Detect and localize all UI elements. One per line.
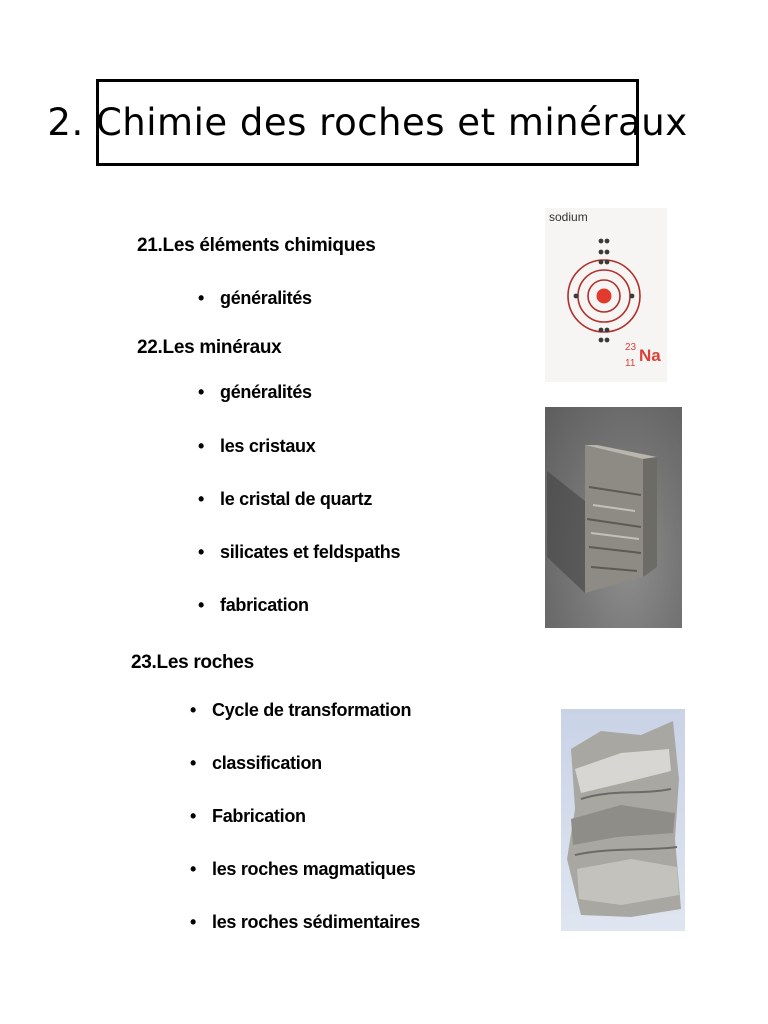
list-item: • les cristaux [220, 436, 315, 457]
list-item: • fabrication [220, 595, 309, 616]
atomic-number: 11 [625, 358, 636, 369]
section-heading-23: 23.Les roches [131, 652, 254, 673]
list-item: • silicates et feldspaths [220, 542, 400, 563]
mineral-cube-photo [545, 407, 682, 628]
list-item: • le cristal de quartz [220, 489, 372, 510]
list-item: • généralités [220, 382, 312, 403]
cube-image [545, 407, 682, 628]
rock-image [561, 709, 685, 931]
list-item: • Fabrication [212, 806, 306, 827]
list-item: • généralités [220, 288, 312, 309]
page-title: 2. Chimie des roches et minéraux [47, 101, 688, 144]
section-heading-21: 21.Les éléments chimiques [137, 235, 376, 256]
mass-number: 23 [625, 342, 637, 353]
list-item: • Cycle de transformation [212, 700, 411, 721]
element-symbol: Na [639, 346, 661, 365]
list-item: • les roches sédimentaires [212, 912, 420, 933]
rock-photo [561, 709, 685, 931]
nucleus [597, 289, 612, 304]
sodium-atom-figure [545, 208, 667, 382]
section-heading-22: 22.Les minéraux [137, 337, 282, 358]
list-item: • classification [212, 753, 322, 774]
atom-label: sodium [549, 210, 588, 224]
title-box [47, 79, 688, 166]
list-item: • les roches magmatiques [212, 859, 416, 880]
